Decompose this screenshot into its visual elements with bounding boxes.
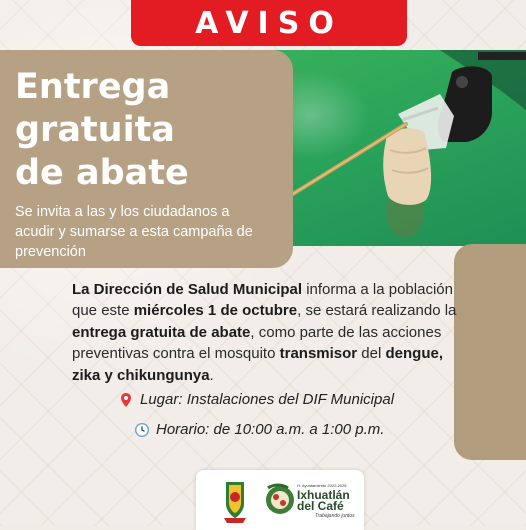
title-line-1: Entrega bbox=[15, 67, 171, 107]
pin-icon bbox=[118, 392, 134, 408]
municipality-tagline: Trabajando juntos bbox=[315, 513, 355, 519]
coffee-leaf-logo-icon bbox=[266, 485, 294, 514]
invitation-text: Se invita a las y los ciudadanos a acudir y sumarse a esta campaña de prevención bbox=[15, 204, 253, 260]
schedule-text: Horario: de 10:00 a.m. a 1:00 p.m. bbox=[156, 421, 385, 438]
decorative-tab bbox=[454, 244, 526, 460]
location-line bbox=[118, 391, 394, 408]
notice-banner bbox=[131, 0, 407, 46]
administration-period: H. Ayuntamiento 2022-2025 bbox=[297, 483, 347, 488]
schedule-line bbox=[134, 421, 384, 438]
clock-icon bbox=[134, 422, 150, 438]
municipal-seal-icon bbox=[224, 482, 246, 523]
location-text: Lugar: Instalaciones del DIF Municipal bbox=[140, 391, 395, 408]
notice-banner-label: AVISO bbox=[195, 5, 343, 41]
municipality-name: Ixhuatlán del Café bbox=[297, 488, 350, 513]
announcement-body: La Dirección de Salud Municipal informa a la población que este miércoles 1 de octubre, se estará realizando la entrega gratuita de abate, como parte de las acciones preventivas contra el mosquito transmisor del dengue, zika y chikungunya. bbox=[72, 281, 457, 384]
title-line-2: gratuita bbox=[15, 110, 175, 150]
title-line-3: de abate bbox=[15, 153, 189, 193]
page-title bbox=[15, 66, 189, 195]
